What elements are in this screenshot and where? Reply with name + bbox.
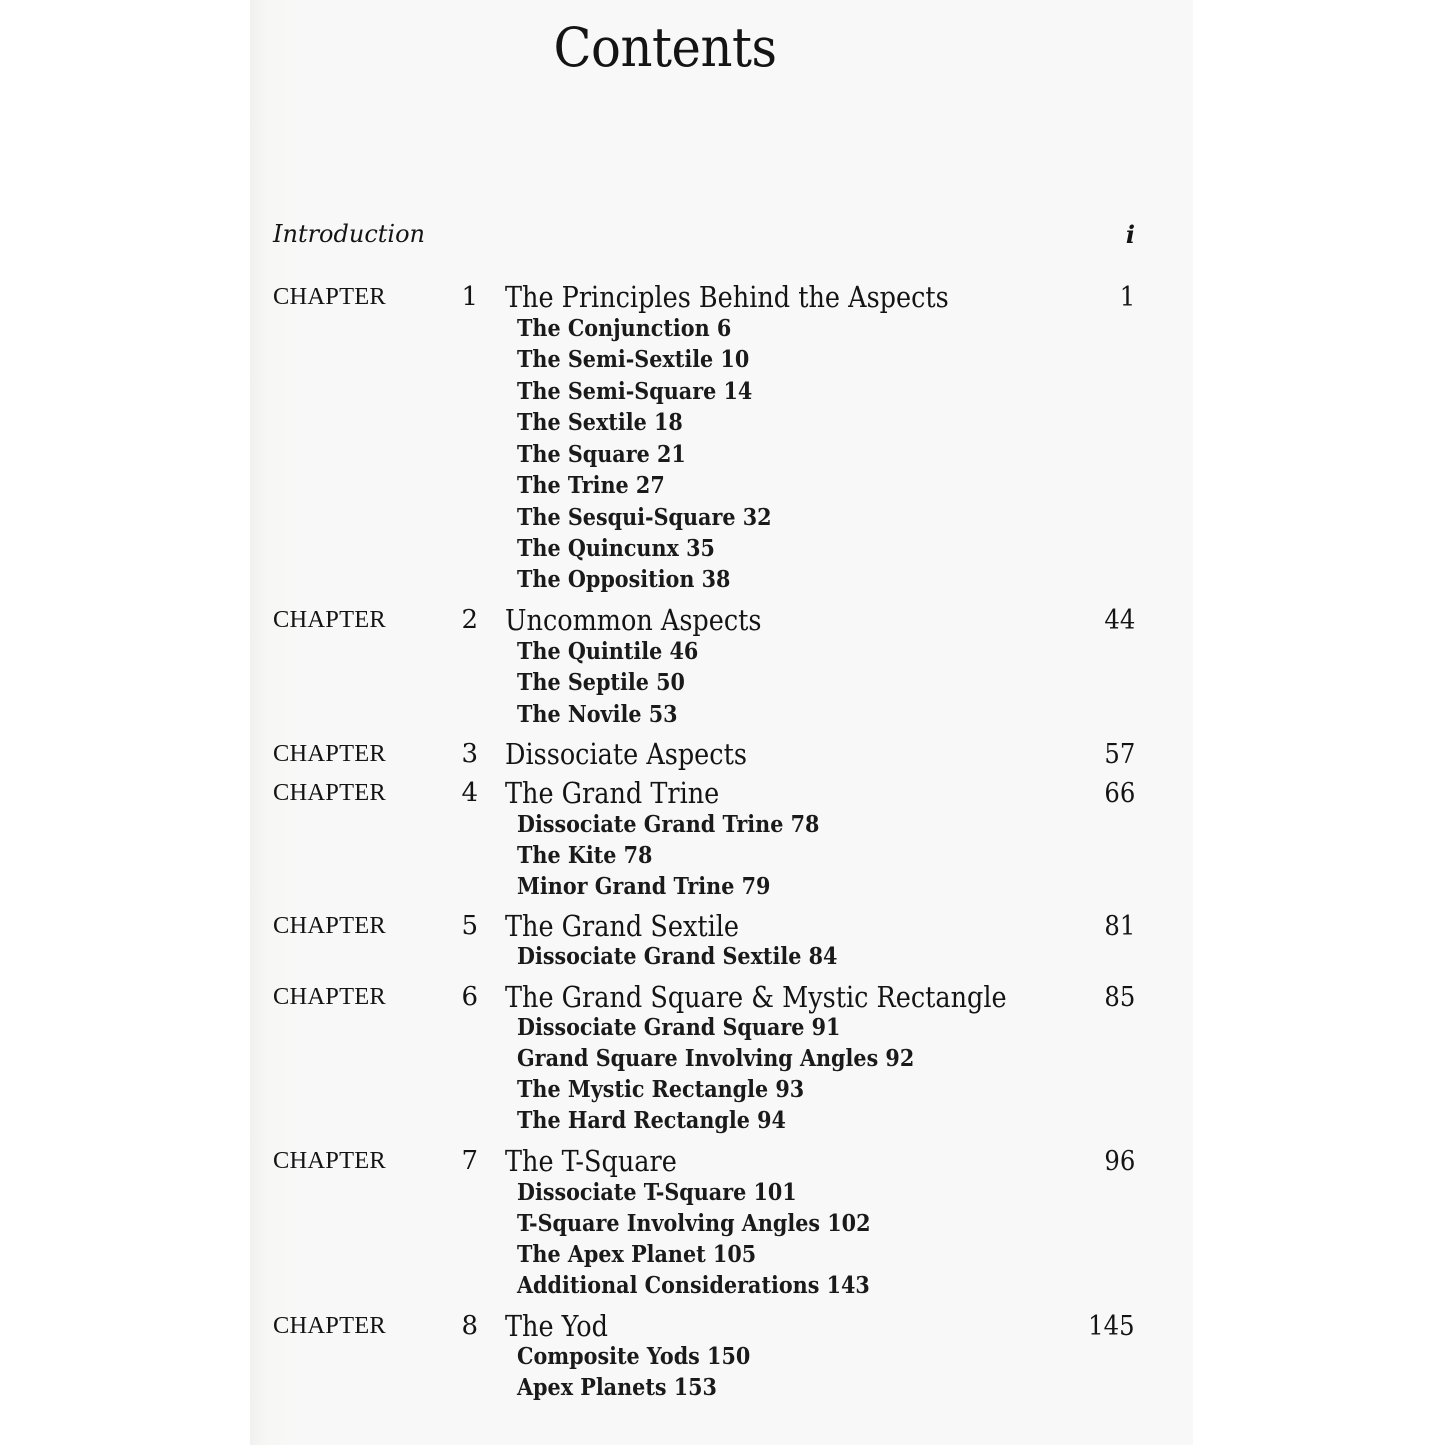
toc-section[interactable]: The Square 21 (517, 441, 686, 468)
chapter-word: CHAPTER (273, 913, 386, 939)
chapter-title: The Principles Behind the Aspects (505, 280, 949, 314)
toc-chapter-8[interactable] (273, 1309, 1135, 1343)
toc-section[interactable]: The Trine 27 (517, 472, 665, 499)
toc-section[interactable]: Additional Considerations 143 (517, 1272, 870, 1299)
toc-section[interactable]: Composite Yods 150 (517, 1343, 751, 1370)
chapter-page-number: 81 (1104, 911, 1135, 942)
toc-section[interactable]: Dissociate T-Square 101 (517, 1179, 797, 1206)
introduction-label: Introduction (273, 220, 425, 248)
toc-section[interactable]: Dissociate Grand Square 91 (517, 1014, 841, 1041)
chapter-page-number: 1 (1119, 282, 1135, 313)
chapter-title: The Grand Sextile (505, 909, 740, 943)
page-title: Contents (553, 16, 777, 79)
toc-entry-introduction[interactable] (273, 220, 1135, 252)
chapter-number: 7 (461, 1146, 478, 1176)
toc-section[interactable]: The Kite 78 (517, 842, 653, 869)
chapter-word: CHAPTER (273, 780, 386, 806)
toc-section[interactable]: The Apex Planet 105 (517, 1241, 757, 1268)
chapter-number: 3 (461, 739, 478, 769)
toc-section[interactable]: Grand Square Involving Angles 92 (517, 1045, 915, 1072)
toc-chapter-1[interactable] (273, 280, 1135, 314)
chapter-page-number: 96 (1104, 1146, 1135, 1177)
book-page (250, 0, 1193, 1445)
chapter-number: 6 (461, 982, 478, 1012)
toc-chapter-5[interactable] (273, 909, 1135, 943)
toc-section[interactable]: Apex Planets 153 (517, 1374, 717, 1401)
chapter-page-number: 85 (1104, 982, 1135, 1013)
toc-section[interactable]: The Mystic Rectangle 93 (517, 1076, 805, 1103)
toc-section[interactable]: The Quintile 46 (517, 638, 699, 665)
toc-chapter-2[interactable] (273, 603, 1135, 637)
chapter-word: CHAPTER (273, 984, 386, 1010)
chapter-title: The Grand Square & Mystic Rectangle (505, 980, 1007, 1014)
toc-chapter-3[interactable] (273, 737, 1135, 771)
chapter-page-number: 57 (1104, 739, 1135, 770)
toc-section[interactable]: The Sesqui-Square 32 (517, 504, 772, 531)
chapter-page-number: 145 (1088, 1311, 1135, 1342)
toc-chapter-6[interactable] (273, 980, 1135, 1014)
chapter-title: Dissociate Aspects (505, 737, 747, 771)
chapter-number: 4 (461, 778, 478, 808)
chapter-number: 1 (461, 282, 478, 312)
chapter-word: CHAPTER (273, 741, 386, 767)
toc-section[interactable]: Minor Grand Trine 79 (517, 873, 771, 900)
toc-section[interactable]: Dissociate Grand Sextile 84 (517, 943, 838, 970)
toc-section[interactable]: The Semi-Sextile 10 (517, 346, 750, 373)
chapter-word: CHAPTER (273, 1148, 386, 1174)
chapter-title: The T-Square (505, 1144, 677, 1178)
chapter-title: The Grand Trine (505, 776, 720, 810)
toc-section[interactable]: The Septile 50 (517, 669, 685, 696)
chapter-word: CHAPTER (273, 284, 386, 310)
toc-chapter-7[interactable] (273, 1144, 1135, 1178)
chapter-number: 5 (461, 911, 478, 941)
toc-section[interactable]: The Quincunx 35 (517, 535, 715, 562)
toc-chapter-4[interactable] (273, 776, 1135, 810)
toc-section[interactable]: The Novile 53 (517, 701, 678, 728)
chapter-word: CHAPTER (273, 607, 386, 633)
toc-section[interactable]: The Sextile 18 (517, 409, 683, 436)
chapter-number: 2 (461, 605, 478, 635)
toc-section[interactable]: The Opposition 38 (517, 566, 731, 593)
introduction-page-number: i (1125, 220, 1135, 249)
chapter-number: 8 (461, 1311, 478, 1341)
toc-section[interactable]: The Hard Rectangle 94 (517, 1107, 786, 1134)
chapter-word: CHAPTER (273, 1313, 386, 1339)
toc-section[interactable]: Dissociate Grand Trine 78 (517, 811, 820, 838)
toc-section[interactable]: The Semi-Square 14 (517, 378, 753, 405)
toc-section[interactable]: T-Square Involving Angles 102 (517, 1210, 871, 1237)
chapter-page-number: 44 (1104, 605, 1135, 636)
toc-section[interactable]: The Conjunction 6 (517, 315, 732, 342)
chapter-title: The Yod (505, 1309, 609, 1343)
chapter-title: Uncommon Aspects (505, 603, 762, 637)
chapter-page-number: 66 (1104, 778, 1135, 809)
